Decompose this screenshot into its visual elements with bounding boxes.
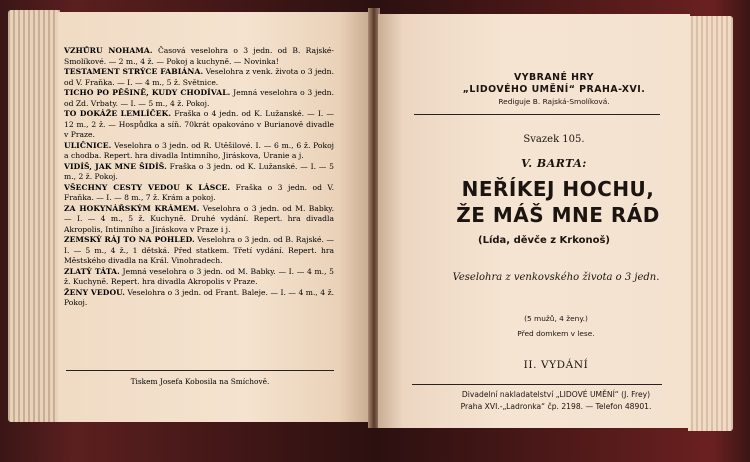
title-page — [378, 14, 690, 428]
series-line-1: VYBRANÉ HRY — [513, 72, 595, 83]
entry-title: VŠECHNY CESTY VEDOU K LÁSCE. — [64, 182, 231, 192]
imprint-divider — [66, 370, 334, 371]
publisher-divider — [412, 384, 662, 385]
catalog-entry — [64, 288, 334, 309]
entry-text: Časová veselohra o 3 jedn. od B. Rajské-Smolíkové. — 2 m., 4 ž. — Pokoj a kuchyně. — Novinka! — [64, 46, 334, 66]
catalog-entry — [64, 162, 334, 183]
catalog-entry — [64, 46, 334, 67]
entry-text: Veselohra z venk. života o 3 jedn. od V. Fraňka. — I. — 4 m., 5 ž. Světnice. — [64, 67, 334, 87]
book-title — [402, 176, 714, 228]
catalog-entry — [64, 183, 334, 204]
printer-imprint: Tiskem Josefa Kobosila na Smíchově. — [130, 377, 270, 386]
series-name — [398, 72, 710, 96]
series-line-2: „LIDOVÉHO UMĚNÍ“ PRAHA-XVI. — [462, 84, 646, 95]
catalog-entry — [64, 267, 334, 288]
entry-text: Jemná veselohra o 3 jedn. od Zd. Vrbaty. — I. — 5 m., 4 ž. Pokoj. — [64, 88, 334, 108]
edition-label: II. VYDÁNÍ — [523, 359, 589, 371]
cast-count: (5 mužů, 4 ženy.) — [524, 314, 588, 323]
entry-text: Veselohra o 3 jedn. od R. Utěšilové. I. — 6 m., 6 ž. Pokoj a chodba. Repert. hra divadla Intimního, Jiráskova, Uranie a j. — [64, 140, 334, 160]
scene-setting: Před domkem v lese. — [517, 329, 595, 338]
entry-title: ZA HOKYNÁŘSKÝM KRÁMEM. — [64, 203, 200, 213]
entry-title: VZHŮRU NOHAMA. — [64, 46, 153, 55]
entry-title: ZEMSKÝ RÁJ TO NA POHLED. — [64, 235, 195, 244]
publisher-line-1: Divadelní nakladatelství „LIDOVÉ UMĚNÍ“ (J. Frey) — [461, 390, 651, 399]
entry-text: Veselohra o 3 jedn. od Frant. Baleje. — I. — 4 m., 4 ž. Pokoj. — [64, 287, 334, 307]
entry-title: ULIČNICE. — [64, 140, 112, 150]
page-block-left — [8, 10, 60, 422]
catalog-entry — [64, 109, 334, 141]
entry-title: TO DOKÁŽE LEMLÍČEK. — [64, 109, 172, 118]
play-catalog — [64, 46, 334, 309]
catalog-entry — [64, 67, 334, 88]
catalog-entry — [64, 88, 334, 109]
entry-text: Fraška o 3 jedn. od V. Fraňka. — I. — 8 m., 7 ž. Krám a pokoj. — [64, 182, 334, 202]
entry-text: Jemná veselohra o 3 jedn. od M. Babky. — I. — 4 m., 5 ž. Kuchyně. Repert. hra divadla Akropolis v Praze. — [64, 266, 334, 286]
editor-line: Rediguje B. Rajská-Smolíková. — [498, 97, 610, 106]
entry-title: ŽENY VEDOU. — [64, 287, 125, 297]
header-divider — [414, 114, 660, 115]
entry-title: TICHO PO PĚŠINĚ, KUDY CHODÍVAL. — [64, 88, 231, 97]
title-line-1: NEŘÍKEJ HOCHU, — [461, 177, 655, 201]
catalog-entry — [64, 141, 334, 162]
volume-number: Svazek 105. — [523, 134, 585, 145]
publisher-line-2: Praha XVI.-„Ladronka“ čp. 2198. — Telefon 48901. — [460, 402, 652, 411]
catalog-entry — [64, 204, 334, 236]
catalog-entry — [64, 235, 334, 267]
publisher-info — [400, 389, 712, 413]
author-name: V. BARTA: — [521, 157, 587, 170]
genre-line: Veselohra z venkovského života o 3 jedn. — [452, 272, 660, 283]
entry-text: Fraška o 4 jedn. od K. Lužanské. — I. — 12 m., 2 ž. — Hospůdka a síň. 70krát opakováno v Burianově divadle v Praze. — [64, 109, 334, 139]
entry-title: TESTAMENT STRÝCE FABIÁNA. — [64, 67, 204, 76]
entry-title: VIDÍŠ, JAK MNE ŠIDÍŠ. — [64, 161, 167, 171]
title-line-2: ŽE MÁŠ MNE RÁD — [456, 203, 660, 227]
book-subtitle: (Lída, děvče z Krkonoš) — [478, 235, 610, 246]
entry-text: Fraška o 3 jedn. od K. Lužanské. — I. — 5 m., 2 ž. Pokoj. — [64, 161, 334, 181]
entry-title: ZLATÝ TÁTA. — [64, 266, 120, 276]
entry-text: Veselohra o 3 jedn. od B. Rajské. — I. — 5 m., 4 ž., 1 dětská. Před statkem. Třetí vydání. Repert. hra Městského divadla na Král. Vinohradech. — [64, 235, 334, 265]
entry-text: Veselohra o 3 jedn. od M. Babky. — I. — 4 m., 5 ž. Kuchyně. Druhé vydání. Repert. hra divadla Akropolis, Intimního a Jiráskova v Praze i j. — [64, 203, 335, 234]
